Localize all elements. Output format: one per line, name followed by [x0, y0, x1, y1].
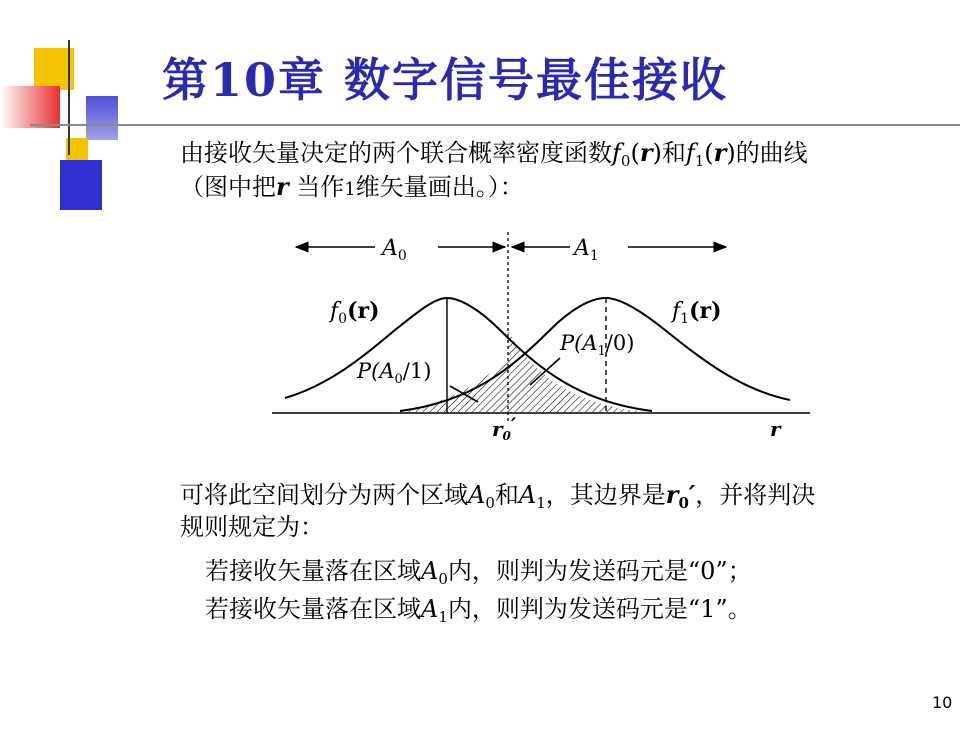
- body-line-1: 可将此空间划分为两个区域$A_0$和$A_1$，其边界是$r_0'$，并将判决: [180, 480, 816, 512]
- intro-line-2: （图中把r 当作1维矢量画出。）：: [180, 172, 524, 201]
- slide-title: 第10章 数字信号最佳接收: [162, 53, 729, 107]
- region-a0-label: $A_0$: [382, 236, 407, 264]
- body-line-2: 规则规定为：: [180, 513, 324, 541]
- page-number: 10: [932, 693, 953, 712]
- region-a1-label: $A_1$: [574, 236, 599, 264]
- f0-label: $f_0(r)$: [330, 298, 380, 327]
- threshold-label: $r_0'$: [492, 413, 517, 443]
- rule-1: 若接收矢量落在区域$A_1$内，则判为发送码元是“1”。: [205, 595, 752, 626]
- intro-line-1: 由接收矢量决定的两个联合概率密度函数$f_0(r)$和$f_1(r)$的曲线: [180, 138, 808, 170]
- r-axis-label: r: [770, 417, 781, 441]
- p-a0-given-1-label: $P(A_0/1)$: [357, 359, 432, 387]
- f1-label: $f_1(r)$: [672, 298, 722, 327]
- p-a1-given-0-label: $P(A_1/0)$: [560, 331, 635, 359]
- rule-0: 若接收矢量落在区域$A_0$内，则判为发送码元是“0”；: [205, 557, 752, 588]
